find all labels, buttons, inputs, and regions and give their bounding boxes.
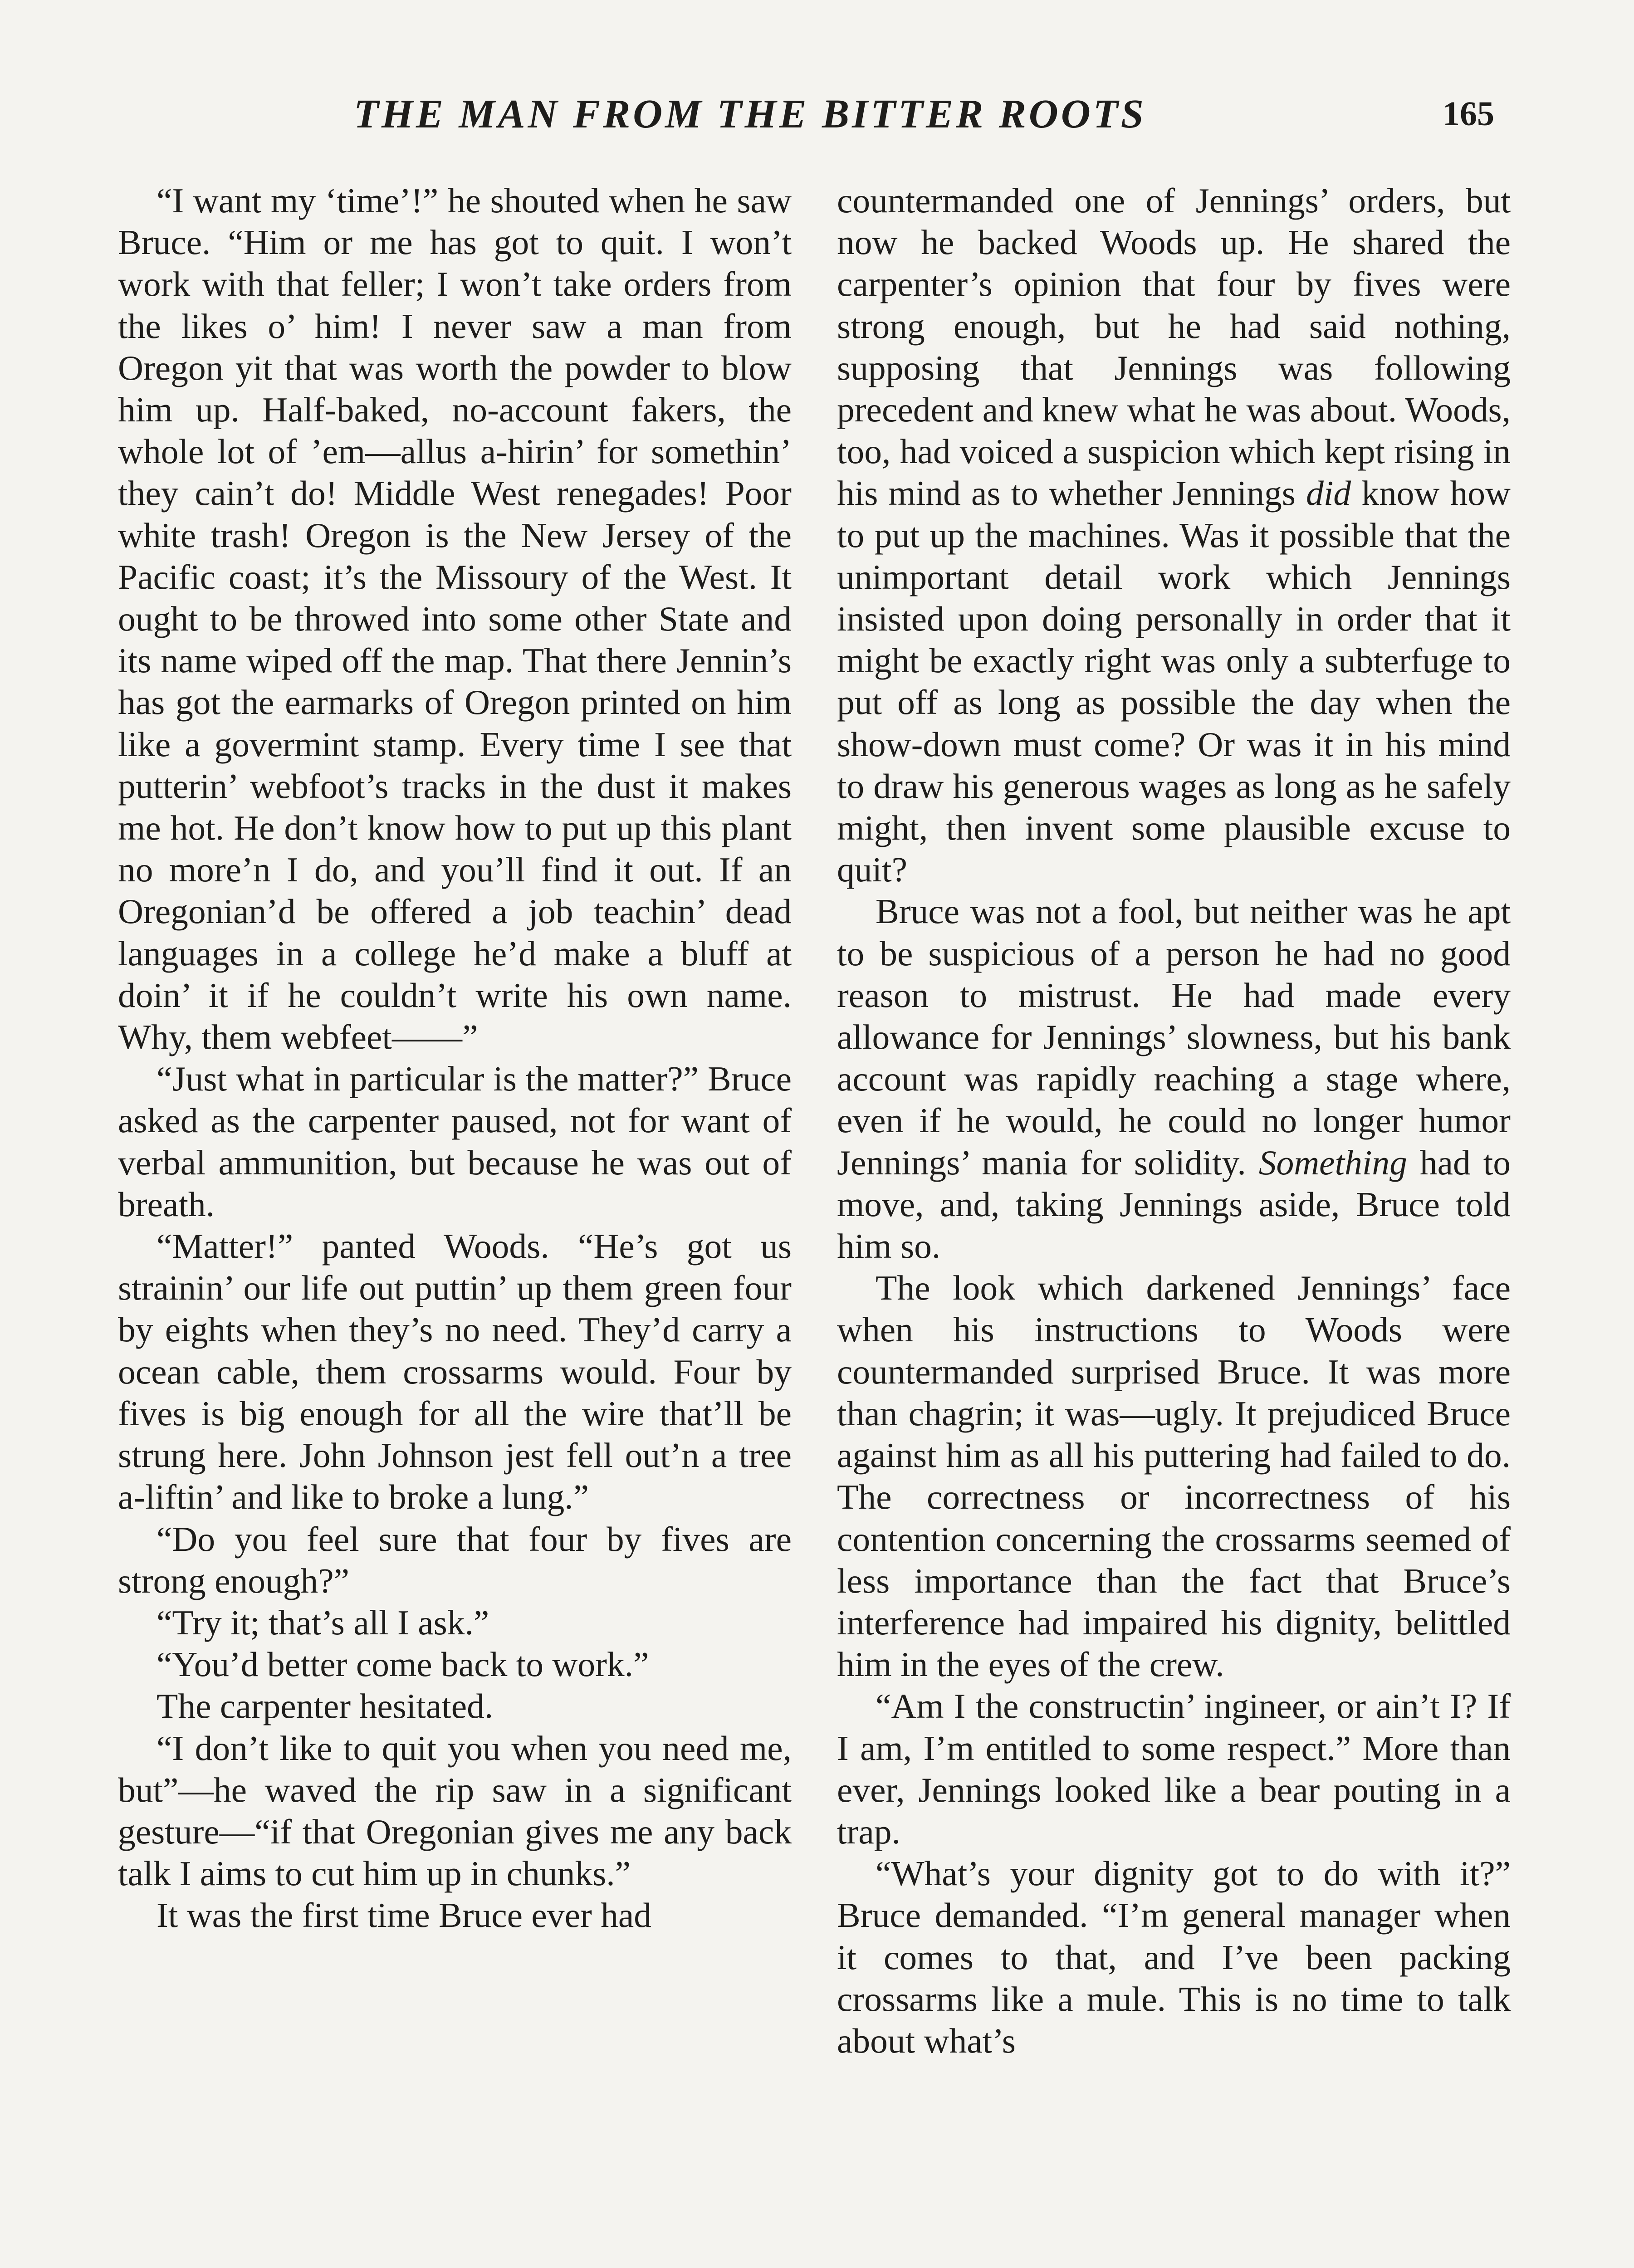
paragraph: “Just what in particular is the matter?” Bruce asked as the carpenter paused, not for want of verbal ammunition, but because he was out of breath.: [118, 1059, 792, 1224]
emphasis: did: [1306, 474, 1351, 513]
paragraph: “What’s your dignity got to do with it?” Bruce demanded. “I’m general manager when it comes to that, and I’ve been packing crossarms like a mule. This is no time to talk about what’s: [837, 1854, 1511, 2060]
paragraph-continued: [837, 180, 1511, 890]
paragraph: It was the first time Bruce ever had: [157, 1896, 652, 1935]
paragraph: [837, 890, 1511, 1267]
paragraph: “I want my ‘time’!” he shouted when he saw Bruce. “Him or me has got to quit. I won’t work with that feller; I won’t take orders from the likes o’ him! I never saw a man from Oregon yit that was worth the powder to blow him up. Half-baked, no-account fakers, the whole lot of ’em—allus a-hirin’ for somethin’ they cain’t do! Middle West renegades! Poor white trash! Oregon is the New Jersey of the Pacific coast; it’s the Missoury of the West. It ought to be throwed into some other State and its name wiped off the map. That there Jennin’s has got the earmarks of Oregon printed on him like a govermint stamp. Every time I see that putterin’ webfoot’s tracks in the dust it makes me hot. He don’t know how to put up this plant no more’n I do, and you’ll find it out. If an Oregonian’d be offered a job teachin’ dead languages in a college he’d make a bluff at doin’ it if he couldn’t write his own name. Why, them webfeet——”: [118, 181, 792, 1057]
paragraph: The look which darkened Jennings’ face when his instructions to Woods were countermanded surprised Bruce. It was more than chagrin; it was—ugly. It prejudiced Bruce against him as all his puttering had failed to do. The correctness or incorrectness of his contention concerning the crossarms seemed of less importance than the fact that Bruce’s interference had impaired his dignity, belittled him in the eyes of the crew.: [837, 1268, 1511, 1684]
right-column: [837, 180, 1511, 2062]
paragraph: “You’d better come back to work.”: [157, 1645, 649, 1684]
left-column: [118, 180, 792, 1936]
text-run: know how to put up the machines. Was it possible that the unimportant detail work which Jennings insisted upon doing personally in order that it might be exactly right was only a subterfuge to put off as long as possible the day when the show-down must come? Or was it in his mind to draw his generous wages as long as he safely might, then invent some plausible excuse to quit?: [837, 474, 1511, 890]
paragraph: “Try it; that’s all I ask.”: [157, 1603, 489, 1642]
paragraph: “I don’t like to quit you when you need me, but”—he waved the rip saw in a significant gesture—“if that Oregonian gives me any back talk I aims to cut him up in chunks.”: [118, 1728, 792, 1893]
paragraph: “Am I the constructin’ ingineer, or ain’t I? If I am, I’m entitled to some respect.” More than ever, Jennings looked like a bear pouting in a trap.: [837, 1686, 1511, 1851]
paragraph: The carpenter hesitated.: [157, 1686, 494, 1726]
page-number: 165: [1443, 95, 1494, 133]
page-header: [0, 91, 1634, 150]
running-title: THE MAN FROM THE BITTER ROOTS: [354, 92, 1146, 137]
text-run: Bruce was not a fool, but neither was he apt to be suspicious of a person he had no good reason to mistrust. He had made every allowance for Jennings’ slowness, but his bank account was rapidly reaching a stage where, even if he would, he could no longer humor Jennings’ mania for solidity.: [837, 892, 1511, 1182]
text-run: had to move, and, taking Jennings aside, Bruce told him so.: [837, 1143, 1511, 1266]
emphasis: Something: [1258, 1143, 1407, 1182]
text-run: countermanded one of Jennings’ orders, but now he backed Woods up. He shared the carpenter’s opinion that four by fives were strong enough, but he had said nothing, supposing that Jennings was following precedent and knew what he was about. Woods, too, had voiced a suspicion which kept rising in his mind as to whether Jennings: [837, 181, 1511, 513]
paragraph: “Do you feel sure that four by fives are strong enough?”: [118, 1519, 792, 1600]
paragraph: “Matter!” panted Woods. “He’s got us strainin’ our life out puttin’ up them green four by eights when they’s no need. They’d carry a ocean cable, them crossarms would. Four by fives is big enough for all the wire that’ll be strung here. John Johnson jest fell out’n a tree a-liftin’ and like to broke a lung.”: [118, 1227, 792, 1517]
